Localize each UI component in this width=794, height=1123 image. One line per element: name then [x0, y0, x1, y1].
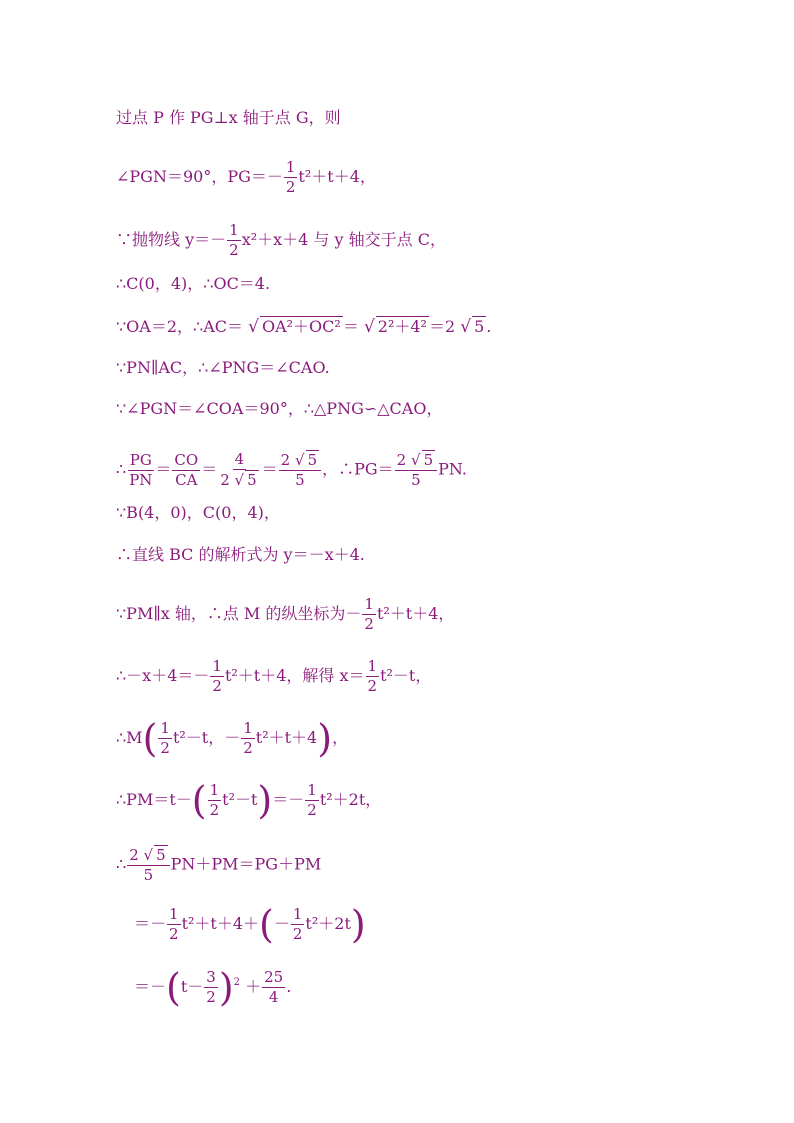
sqrt-icon: √ — [295, 451, 305, 469]
text: ＝ — [342, 317, 359, 336]
denominator — [218, 470, 260, 490]
line-3 — [116, 221, 446, 260]
numerator: 4 — [234, 450, 245, 468]
right-paren: ) — [218, 965, 234, 1010]
numerator — [127, 845, 169, 866]
numerator: 1 — [292, 905, 303, 923]
text: x²＋x＋4 与 y 轴交于点 C， — [241, 230, 446, 249]
text: . — [486, 317, 492, 336]
exponent: 2 — [233, 977, 241, 988]
denominator: 4 — [268, 988, 279, 1006]
line-9 — [116, 503, 280, 523]
denominator: 5 — [295, 471, 305, 489]
text: 过点 P 作 PG⊥x 轴于点 G，则 — [116, 108, 341, 127]
numerator: PG — [129, 450, 152, 469]
denominator: CA — [175, 470, 198, 489]
left-paren: ( — [191, 778, 207, 823]
text: ＝－ — [134, 977, 167, 996]
sqrt-icon: √ — [143, 846, 154, 864]
sqrt-icon: √ — [248, 317, 259, 337]
text: ＝－ — [272, 790, 305, 809]
fraction — [127, 845, 169, 885]
text: ∵OA＝2，∴AC＝ — [116, 317, 244, 336]
coefficient: 2 — [220, 471, 230, 489]
right-paren: ) — [350, 902, 366, 947]
text: ∴ — [116, 854, 127, 874]
left-paren: ( — [259, 902, 274, 947]
numerator: 1 — [169, 905, 179, 923]
fraction — [291, 905, 305, 944]
fraction — [227, 221, 241, 260]
text: ∵B(4，0)，C(0，4)， — [116, 503, 280, 522]
denominator: 5 — [411, 471, 421, 489]
numerator: 1 — [209, 781, 220, 799]
numerator: 1 — [229, 221, 239, 239]
text: ＋ — [245, 977, 262, 996]
fraction — [241, 719, 255, 758]
radicand: 5 — [474, 317, 485, 336]
fraction — [262, 968, 285, 1007]
denominator: 2 — [367, 677, 378, 695]
fraction — [210, 657, 224, 696]
denominator: 2 — [206, 988, 216, 1006]
denominator: 2 — [209, 801, 220, 819]
coefficient: 2 — [396, 451, 407, 469]
denominator: 2 — [364, 615, 374, 633]
line-11 — [116, 595, 454, 634]
denominator: 2 — [212, 677, 222, 695]
left-paren: ( — [142, 716, 158, 761]
line-5 — [116, 316, 491, 337]
sqrt-icon: √ — [460, 317, 472, 337]
numerator: 1 — [367, 657, 378, 675]
text: PN＋PM＝PG＋PM — [170, 854, 322, 874]
radicand: 2²＋4² — [377, 317, 427, 336]
fraction — [204, 968, 218, 1007]
text: ∴M — [116, 728, 143, 747]
text: ，∴PG＝ — [322, 459, 394, 479]
sqrt-icon: √ — [411, 451, 421, 469]
fraction — [208, 781, 222, 820]
text: － — [273, 914, 290, 933]
denominator: 5 — [143, 866, 154, 884]
numerator: 1 — [243, 719, 253, 737]
text: ＝ — [201, 459, 218, 479]
numerator: 1 — [364, 595, 374, 613]
numerator: 3 — [206, 968, 216, 986]
line-15 — [116, 845, 321, 885]
radicand: 5 — [247, 471, 257, 489]
numerator: 1 — [285, 158, 296, 176]
line-16 — [134, 902, 366, 947]
text: ＝－ — [134, 914, 167, 933]
line-7 — [116, 399, 442, 419]
sqrt-icon: √ — [234, 471, 245, 489]
text: ∴PM＝t－ — [116, 790, 192, 809]
text: ∵PM∥x 轴，∴点 M 的纵坐标为－ — [116, 604, 362, 623]
coefficient: 2 — [280, 451, 291, 469]
text: t²－t，－ — [172, 728, 241, 747]
fraction — [167, 905, 181, 944]
text: ＝ — [261, 459, 278, 479]
fraction — [284, 158, 298, 197]
radicand: 5 — [307, 451, 318, 469]
text: ∵PN∥AC，∴∠PNG＝∠CAO. — [116, 358, 330, 377]
text: t²＋t＋4， — [376, 604, 455, 623]
right-paren: ) — [257, 778, 273, 823]
numerator: 25 — [264, 968, 284, 986]
denominator: 2 — [292, 925, 303, 943]
denominator: 2 — [243, 739, 253, 757]
fraction — [305, 781, 319, 820]
denominator: 2 — [169, 925, 179, 943]
coefficient: 2 — [129, 846, 139, 864]
text: ∵抛物线 y＝－ — [116, 230, 227, 249]
text: t²－t， — [380, 666, 432, 685]
fraction — [366, 657, 380, 696]
line-17 — [134, 965, 292, 1010]
right-paren: ) — [317, 716, 333, 761]
text: . — [286, 977, 292, 996]
text: ∵∠PGN＝∠COA＝90°，∴△PNG∽△CAO， — [116, 399, 443, 418]
numerator — [279, 450, 321, 471]
numerator: 1 — [160, 719, 170, 737]
line-6 — [116, 358, 330, 378]
numerator: CO — [174, 450, 199, 469]
text: ∴ — [116, 459, 127, 479]
text: ＝2 — [428, 317, 456, 336]
line-14 — [116, 778, 382, 823]
radicand: 5 — [423, 451, 434, 469]
left-paren: ( — [166, 965, 181, 1010]
line-10 — [116, 545, 365, 565]
fraction — [158, 719, 172, 758]
text: t²＋t＋4＋ — [181, 914, 260, 933]
line-1 — [116, 108, 341, 128]
fraction — [218, 450, 260, 490]
text: ∠PGN＝90°，PG＝－ — [116, 167, 283, 186]
text: t－ — [180, 977, 204, 996]
text: t²＋t＋4 — [255, 728, 318, 747]
line-13 — [116, 716, 349, 761]
radicand: OA²＋OC² — [261, 317, 341, 336]
text: t²＋t＋4，解得 x＝ — [224, 666, 365, 685]
text: PN. — [438, 459, 467, 479]
denominator: 2 — [229, 241, 239, 259]
fraction — [127, 451, 154, 490]
text: t²＋2t — [305, 914, 351, 933]
numerator — [395, 450, 437, 471]
denominator: 2 — [160, 739, 170, 757]
text: ∴直线 BC 的解析式为 y＝－x＋4. — [116, 545, 365, 564]
text: t²＋t＋4， — [298, 167, 376, 186]
numerator: 1 — [307, 781, 317, 799]
fraction — [172, 451, 200, 490]
sqrt-icon: √ — [363, 317, 375, 337]
text: t²＋2t， — [319, 790, 382, 809]
text: ＝ — [155, 459, 172, 479]
text: ， — [332, 728, 349, 747]
radicand: 5 — [156, 846, 166, 864]
line-12 — [116, 657, 431, 696]
denominator: 2 — [285, 178, 296, 196]
fraction — [362, 595, 376, 634]
fraction — [279, 450, 321, 490]
text: ∴C(0，4)，∴OC＝4. — [116, 274, 271, 293]
denominator: 2 — [307, 801, 317, 819]
line-4 — [116, 274, 270, 294]
text: ∴－x＋4＝－ — [116, 666, 210, 685]
denominator: PN — [129, 470, 153, 489]
line-2 — [116, 158, 376, 197]
fraction — [395, 450, 437, 490]
text: t²－t — [222, 790, 258, 809]
numerator: 1 — [212, 657, 222, 675]
line-8 — [116, 450, 467, 490]
